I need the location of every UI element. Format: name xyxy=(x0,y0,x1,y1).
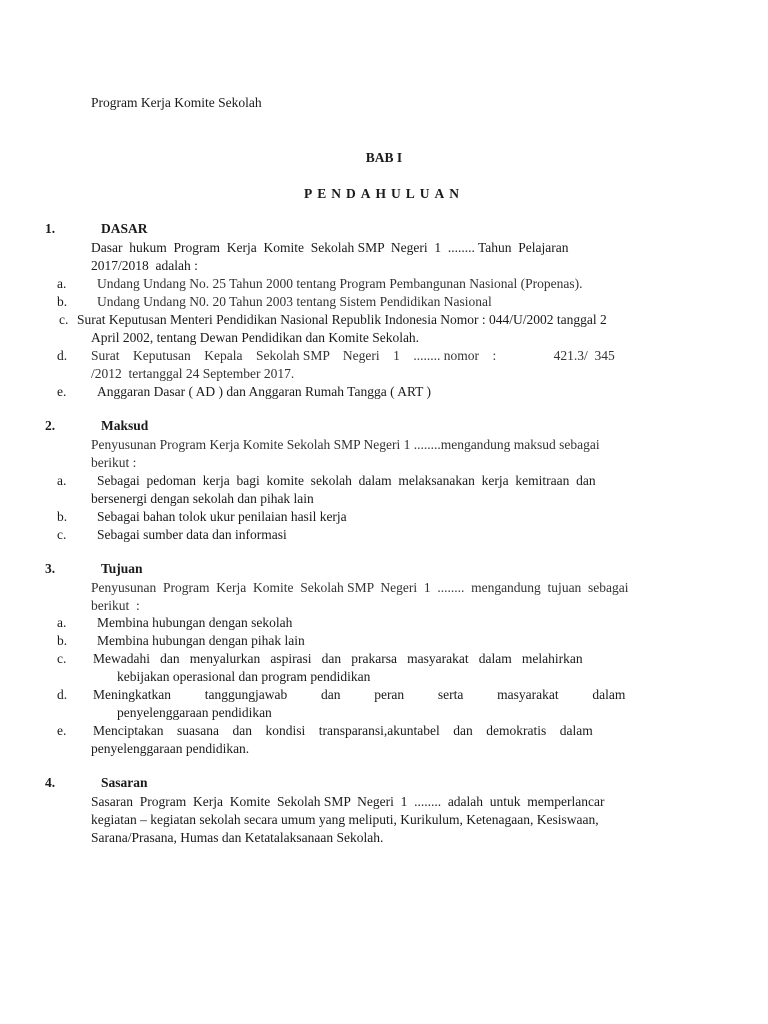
item-text: penyelenggaraan pendidikan. xyxy=(91,741,250,756)
section-title: Tujuan xyxy=(101,561,143,576)
section-2-heading xyxy=(45,418,148,434)
section-4-heading xyxy=(45,775,148,791)
item-letter: b. xyxy=(57,509,68,524)
intro-line: Penyusunan Program Kerja Komite Sekolah SMP Negeri 1 ........mengandung maksud sebagai xyxy=(91,437,600,452)
item-letter: e. xyxy=(57,384,67,399)
item-text: Meningkatkan tanggungjawab dan peran serta masyarakat dalam xyxy=(93,687,626,702)
item-text: Sebagai sumber data dan informasi xyxy=(97,527,287,542)
section-3-heading xyxy=(45,561,143,577)
body-line: kegiatan – kegiatan sekolah secara umum yang meliputi, Kurikulum, Ketenagaan, Kesiswaan, xyxy=(91,812,599,827)
chapter-title: PENDAHULUAN xyxy=(303,186,464,201)
item-letter: c. xyxy=(59,312,69,327)
intro-line: Penyusunan Program Kerja Komite Sekolah SMP Negeri 1 ........ mengandung tujuan sebagai xyxy=(91,580,629,595)
section-1-intro xyxy=(91,239,677,275)
item-letter: c. xyxy=(57,527,67,542)
item-text: Sebagai bahan tolok ukur penilaian hasil kerja xyxy=(97,509,347,524)
item-text: Surat Keputusan Menteri Pendidikan Nasional Republik Indonesia Nomor : 044/U/2002 tanggal 2 xyxy=(77,312,607,327)
body-line: Sasaran Program Kerja Komite Sekolah SMP Negeri 1 ........ adalah untuk memperlancar xyxy=(91,794,605,809)
document-header: Program Kerja Komite Sekolah xyxy=(91,95,262,110)
item-text: Sebagai pedoman kerja bagi komite sekolah dalam melaksanakan kerja kemitraan dan xyxy=(97,473,596,488)
section-number: 2. xyxy=(45,418,56,433)
item-letter: c. xyxy=(57,651,67,666)
intro-line: Dasar hukum Program Kerja Komite Sekolah SMP Negeri 1 ........ Tahun Pelajaran xyxy=(91,240,569,255)
item-text: Undang Undang N0. 20 Tahun 2003 tentang Sistem Pendidikan Nasional xyxy=(97,294,492,309)
section-title: Maksud xyxy=(101,418,149,433)
intro-line: 2017/2018 adalah : xyxy=(91,258,198,273)
item-letter: a. xyxy=(57,615,67,630)
intro-line: berikut : xyxy=(91,455,137,470)
section-number: 1. xyxy=(45,221,56,236)
item-text: penyelenggaraan pendidikan xyxy=(117,705,272,720)
item-text: bersenergi dengan sekolah dan pihak lain xyxy=(91,491,314,506)
item-letter: a. xyxy=(57,473,67,488)
item-text: Membina hubungan dengan pihak lain xyxy=(97,633,305,648)
item-letter: d. xyxy=(57,348,68,363)
item-letter: e. xyxy=(57,723,67,738)
item-text: Membina hubungan dengan sekolah xyxy=(97,615,293,630)
section-title: Sasaran xyxy=(101,775,148,790)
section-title: DASAR xyxy=(101,221,148,236)
item-letter: a. xyxy=(57,276,67,291)
item-text: Undang Undang No. 25 Tahun 2000 tentang Program Pembangunan Nasional (Propenas). xyxy=(97,276,583,291)
section-4-body xyxy=(91,793,677,847)
section-1-heading xyxy=(45,221,148,237)
section-number: 3. xyxy=(45,561,56,576)
section-3-intro xyxy=(91,579,677,615)
item-text: kebijakan operasional dan program pendidikan xyxy=(117,669,371,684)
item-letter: d. xyxy=(57,687,68,702)
body-line: Sarana/Prasana, Humas dan Ketatalaksanaan Sekolah. xyxy=(91,830,384,845)
item-text: Surat Keputusan Kepala Sekolah SMP Negeri 1 ........ nomor : 421.3/ 345 xyxy=(91,348,615,363)
chapter-number: BAB I xyxy=(365,150,403,165)
item-text: /2012 tertanggal 24 September 2017. xyxy=(91,366,295,381)
item-letter: b. xyxy=(57,633,68,648)
intro-line: berikut : xyxy=(91,598,140,613)
section-2-intro xyxy=(91,436,677,472)
item-text: Menciptakan suasana dan kondisi transparansi,akuntabel dan demokratis dalam xyxy=(93,723,593,738)
item-letter: b. xyxy=(57,294,68,309)
item-text: Mewadahi dan menyalurkan aspirasi dan prakarsa masyarakat dalam melahirkan xyxy=(93,651,583,666)
item-text: Anggaran Dasar ( AD ) dan Anggaran Rumah Tangga ( ART ) xyxy=(97,384,432,399)
item-text: April 2002, tentang Dewan Pendidikan dan Komite Sekolah. xyxy=(91,330,420,345)
section-number: 4. xyxy=(45,775,56,790)
